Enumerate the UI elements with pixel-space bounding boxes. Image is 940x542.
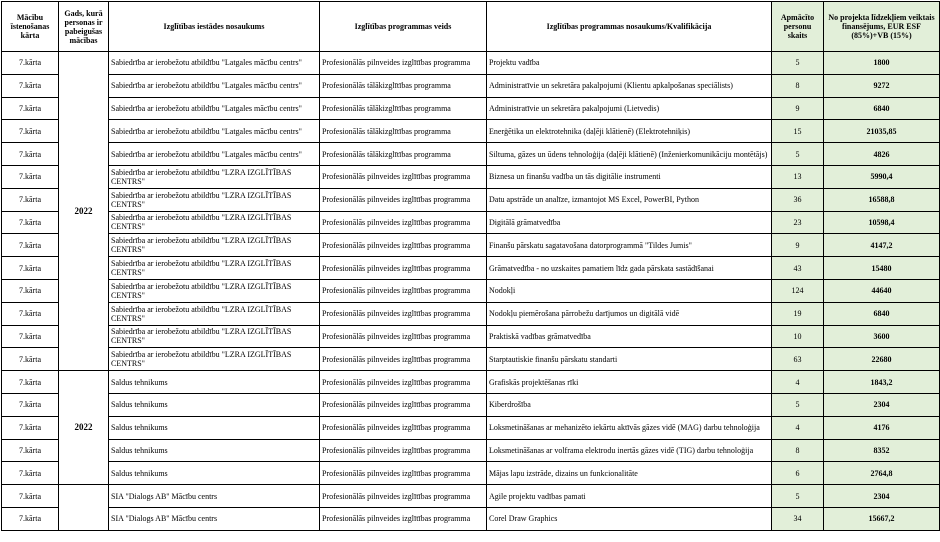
cell-program-name: Datu apstrāde un analīze, izmantojot MS Excel, PowerBI, Python xyxy=(487,188,772,211)
cell-program-type: Profesionālās pilnveides izglītības programma xyxy=(320,485,487,508)
cell-card: 7.kārta xyxy=(2,74,59,97)
cell-program-type: Profesionālās pilnveides izglītības programma xyxy=(320,439,487,462)
cell-institution: Sabiedrība ar ierobežotu atbildību "Latgales mācību centrs" xyxy=(109,143,320,166)
cell-funding: 44640 xyxy=(824,279,940,302)
cell-program-name: Nodokļi xyxy=(487,279,772,302)
cell-program-type: Profesionālās pilnveides izglītības programma xyxy=(320,302,487,325)
cell-program-name: Nodokļu piemērošana pārrobežu darījumos un digitālā vidē xyxy=(487,302,772,325)
cell-persons: 5 xyxy=(772,393,824,416)
header-card: Mācību īstenošanas kārta xyxy=(2,2,59,52)
cell-program-name: Grāmatvedība - no uzskaites pamatiem līdz gada pārskata sastādīšanai xyxy=(487,257,772,280)
cell-persons: 9 xyxy=(772,234,824,257)
cell-funding: 21035,85 xyxy=(824,120,940,143)
cell-institution: Sabiedrība ar ierobežotu atbildību "Latgales mācību centrs" xyxy=(109,97,320,120)
table-row xyxy=(2,234,940,257)
cell-year: 2022 xyxy=(59,52,109,371)
cell-program-type: Profesionālās tālākizglītības programma xyxy=(320,74,487,97)
cell-program-name: Finanšu pārskatu sagatavošana datorprogrammā "Tildes Jumis" xyxy=(487,234,772,257)
cell-program-type: Profesionālās pilnveides izglītības programma xyxy=(320,165,487,188)
table-row xyxy=(2,257,940,280)
header-persons: Apmācīto personu skaits xyxy=(772,2,824,52)
cell-institution: Sabiedrība ar ierobežotu atbildību "Latgales mācību centrs" xyxy=(109,120,320,143)
cell-institution: Sabiedrība ar ierobežotu atbildību "LZRA IZGLĪTĪBAS CENTRS" xyxy=(109,279,320,302)
cell-program-name: Digitālā grāmatvedība xyxy=(487,211,772,234)
table-row xyxy=(2,52,940,75)
table-row xyxy=(2,74,940,97)
cell-persons: 63 xyxy=(772,348,824,371)
cell-card: 7.kārta xyxy=(2,302,59,325)
cell-funding: 3600 xyxy=(824,325,940,348)
cell-institution: Sabiedrība ar ierobežotu atbildību "LZRA IZGLĪTĪBAS CENTRS" xyxy=(109,165,320,188)
cell-program-name: Enerģētika un elektrotehnika (daļēji klātienē) (Elektrotehniķis) xyxy=(487,120,772,143)
cell-program-name: Agile projektu vadības pamati xyxy=(487,485,772,508)
cell-program-name: Kiberdrošība xyxy=(487,393,772,416)
cell-institution: Sabiedrība ar ierobežotu atbildību "LZRA IZGLĪTĪBAS CENTRS" xyxy=(109,348,320,371)
cell-persons: 13 xyxy=(772,165,824,188)
cell-persons: 9 xyxy=(772,97,824,120)
cell-persons: 23 xyxy=(772,211,824,234)
cell-card: 7.kārta xyxy=(2,439,59,462)
cell-funding: 5990,4 xyxy=(824,165,940,188)
cell-persons: 43 xyxy=(772,257,824,280)
cell-program-name: Grafiskās projektēšanas rīki xyxy=(487,371,772,394)
table-row xyxy=(2,416,940,439)
cell-funding: 6840 xyxy=(824,97,940,120)
table-row xyxy=(2,188,940,211)
table-row xyxy=(2,165,940,188)
table-row xyxy=(2,120,940,143)
table-row xyxy=(2,97,940,120)
cell-institution: SIA "Dialogs AB" Mācību centrs xyxy=(109,507,320,530)
cell-program-type: Profesionālās tālākizglītības programma xyxy=(320,97,487,120)
cell-program-type: Profesionālās pilnveides izglītības programma xyxy=(320,462,487,485)
cell-funding: 6840 xyxy=(824,302,940,325)
cell-card: 7.kārta xyxy=(2,165,59,188)
cell-persons: 15 xyxy=(772,120,824,143)
table-row xyxy=(2,279,940,302)
cell-card: 7.kārta xyxy=(2,348,59,371)
cell-year xyxy=(59,485,109,531)
cell-persons: 36 xyxy=(772,188,824,211)
cell-funding: 15480 xyxy=(824,257,940,280)
table-row xyxy=(2,485,940,508)
cell-institution: Sabiedrība ar ierobežotu atbildību "Latgales mācību centrs" xyxy=(109,74,320,97)
cell-card: 7.kārta xyxy=(2,143,59,166)
cell-program-type: Profesionālās pilnveides izglītības programma xyxy=(320,393,487,416)
cell-funding: 10598,4 xyxy=(824,211,940,234)
cell-persons: 5 xyxy=(772,143,824,166)
table-row xyxy=(2,143,940,166)
header-year: Gads, kurā personas ir pabeigušas mācības xyxy=(59,2,109,52)
table-row xyxy=(2,371,940,394)
header-program-name: Izglītības programmas nosaukums/Kvalifikācija xyxy=(487,2,772,52)
cell-institution: Sabiedrība ar ierobežotu atbildību "LZRA IZGLĪTĪBAS CENTRS" xyxy=(109,257,320,280)
cell-funding: 9272 xyxy=(824,74,940,97)
cell-program-name: Starptautiskie finanšu pārskatu standarti xyxy=(487,348,772,371)
cell-institution: Sabiedrība ar ierobežotu atbildību "LZRA IZGLĪTĪBAS CENTRS" xyxy=(109,234,320,257)
cell-persons: 6 xyxy=(772,462,824,485)
cell-card: 7.kārta xyxy=(2,462,59,485)
cell-program-name: Loksmetināšanas ar mehanizēto iekārtu aktīvās gāzes vidē (MAG) darbu tehnoloģija xyxy=(487,416,772,439)
cell-institution: Saldus tehnikums xyxy=(109,439,320,462)
table-row xyxy=(2,325,940,348)
cell-program-name: Administratīvie un sekretāra pakalpojumi (Klientu apkalpošanas speciālists) xyxy=(487,74,772,97)
cell-card: 7.kārta xyxy=(2,97,59,120)
cell-card: 7.kārta xyxy=(2,507,59,530)
cell-funding: 15667,2 xyxy=(824,507,940,530)
table-row xyxy=(2,439,940,462)
cell-program-type: Profesionālās pilnveides izglītības programma xyxy=(320,507,487,530)
cell-program-type: Profesionālās pilnveides izglītības programma xyxy=(320,211,487,234)
cell-funding: 2304 xyxy=(824,393,940,416)
cell-program-type: Profesionālās pilnveides izglītības programma xyxy=(320,188,487,211)
cell-card: 7.kārta xyxy=(2,211,59,234)
cell-card: 7.kārta xyxy=(2,257,59,280)
cell-funding: 4147,2 xyxy=(824,234,940,257)
cell-funding: 4826 xyxy=(824,143,940,166)
cell-funding: 1800 xyxy=(824,52,940,75)
cell-persons: 19 xyxy=(772,302,824,325)
cell-card: 7.kārta xyxy=(2,485,59,508)
table-row xyxy=(2,302,940,325)
cell-funding: 2304 xyxy=(824,485,940,508)
cell-program-type: Profesionālās tālākizglītības programma xyxy=(320,120,487,143)
cell-program-type: Profesionālās tālākizglītības programma xyxy=(320,143,487,166)
training-table xyxy=(1,1,940,531)
cell-funding: 2764,8 xyxy=(824,462,940,485)
cell-program-type: Profesionālās pilnveides izglītības programma xyxy=(320,416,487,439)
cell-funding: 1843,2 xyxy=(824,371,940,394)
cell-card: 7.kārta xyxy=(2,52,59,75)
cell-program-name: Projektu vadība xyxy=(487,52,772,75)
cell-persons: 124 xyxy=(772,279,824,302)
cell-program-name: Corel Draw Graphics xyxy=(487,507,772,530)
cell-card: 7.kārta xyxy=(2,371,59,394)
cell-program-type: Profesionālās pilnveides izglītības programma xyxy=(320,52,487,75)
cell-persons: 10 xyxy=(772,325,824,348)
table-row xyxy=(2,348,940,371)
header-institution: Izglītības iestādes nosaukums xyxy=(109,2,320,52)
cell-year: 2022 xyxy=(59,371,109,485)
cell-institution: Sabiedrība ar ierobežotu atbildību "LZRA IZGLĪTĪBAS CENTRS" xyxy=(109,188,320,211)
cell-program-type: Profesionālās pilnveides izglītības programma xyxy=(320,348,487,371)
cell-institution: Saldus tehnikums xyxy=(109,462,320,485)
cell-program-type: Profesionālās pilnveides izglītības programma xyxy=(320,325,487,348)
cell-persons: 8 xyxy=(772,74,824,97)
cell-program-type: Profesionālās pilnveides izglītības programma xyxy=(320,234,487,257)
cell-funding: 4176 xyxy=(824,416,940,439)
header-program-type: Izglītības programmas veids xyxy=(320,2,487,52)
cell-card: 7.kārta xyxy=(2,393,59,416)
cell-persons: 4 xyxy=(772,416,824,439)
cell-card: 7.kārta xyxy=(2,188,59,211)
cell-program-name: Siltuma, gāzes un ūdens tehnoloģija (daļēji klātienē) (Inženierkomunikāciju montētājs) xyxy=(487,143,772,166)
cell-funding: 22680 xyxy=(824,348,940,371)
cell-program-name: Administratīvie un sekretāra pakalpojumi (Lietvedis) xyxy=(487,97,772,120)
cell-persons: 8 xyxy=(772,439,824,462)
cell-persons: 5 xyxy=(772,485,824,508)
cell-funding: 16588,8 xyxy=(824,188,940,211)
table-row xyxy=(2,507,940,530)
cell-institution: Saldus tehnikums xyxy=(109,416,320,439)
cell-program-type: Profesionālās pilnveides izglītības programma xyxy=(320,279,487,302)
cell-institution: Sabiedrība ar ierobežotu atbildību "Latgales mācību centrs" xyxy=(109,52,320,75)
cell-card: 7.kārta xyxy=(2,234,59,257)
cell-institution: Sabiedrība ar ierobežotu atbildību "LZRA IZGLĪTĪBAS CENTRS" xyxy=(109,211,320,234)
cell-institution: Sabiedrība ar ierobežotu atbildību "LZRA IZGLĪTĪBAS CENTRS" xyxy=(109,325,320,348)
cell-persons: 4 xyxy=(772,371,824,394)
cell-card: 7.kārta xyxy=(2,325,59,348)
cell-institution: SIA "Dialogs AB" Mācību centrs xyxy=(109,485,320,508)
cell-program-name: Mājas lapu izstrāde, dizains un funkcionalitāte xyxy=(487,462,772,485)
cell-program-type: Profesionālās pilnveides izglītības programma xyxy=(320,371,487,394)
cell-funding: 8352 xyxy=(824,439,940,462)
table-row xyxy=(2,462,940,485)
cell-card: 7.kārta xyxy=(2,120,59,143)
cell-program-name: Biznesa un finanšu vadība un tās digitālie instrumenti xyxy=(487,165,772,188)
header-row xyxy=(2,2,940,52)
header-funding: No projekta līdzekļiem veiktais finansējums, EUR ESF (85%)+VB (15%) xyxy=(824,2,940,52)
cell-persons: 5 xyxy=(772,52,824,75)
cell-institution: Saldus tehnikums xyxy=(109,393,320,416)
table-row xyxy=(2,211,940,234)
table-row xyxy=(2,393,940,416)
cell-program-name: Praktiskā vadības grāmatvedība xyxy=(487,325,772,348)
cell-card: 7.kārta xyxy=(2,416,59,439)
cell-program-name: Loksmetināšanas ar volframa elektrodu inertās gāzes vidē (TIG) darbu tehnoloģija xyxy=(487,439,772,462)
cell-card: 7.kārta xyxy=(2,279,59,302)
cell-persons: 34 xyxy=(772,507,824,530)
cell-institution: Saldus tehnikums xyxy=(109,371,320,394)
cell-program-type: Profesionālās pilnveides izglītības programma xyxy=(320,257,487,280)
cell-institution: Sabiedrība ar ierobežotu atbildību "LZRA IZGLĪTĪBAS CENTRS" xyxy=(109,302,320,325)
